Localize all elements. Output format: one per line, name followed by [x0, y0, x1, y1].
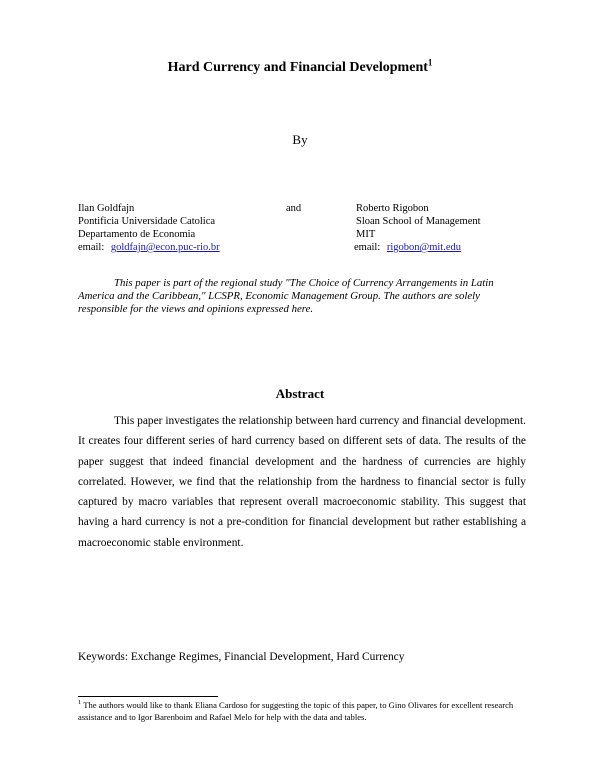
title-text: Hard Currency and Financial Development	[167, 60, 428, 75]
author-name-left: Ilan Goldfajn	[78, 203, 135, 214]
footnote-divider	[78, 696, 218, 697]
author-block-right	[356, 202, 481, 254]
author-name-right: Roberto Rigobon	[356, 203, 429, 214]
author-block-left	[78, 202, 220, 254]
abstract-body	[78, 411, 526, 553]
by-line: By	[292, 132, 308, 147]
regional-study-note	[78, 277, 524, 316]
email-label-right: email:	[354, 242, 381, 253]
keywords-line: Keywords: Exchange Regimes, Financial Development, Hard Currency	[78, 651, 405, 663]
footnote	[78, 700, 528, 723]
author-conjunction: and	[286, 203, 302, 214]
author-email-row-right	[354, 241, 481, 254]
paper-title	[0, 57, 600, 76]
abstract-text: This paper investigates the relationship between hard currency and financial development. It creates four different series of hard currency based on different sets of data. The results of the paper suggest that indeed financial development and the hardness of currencies are highly correlated. However, we find that the relationship from the hardness to financial sector is fully captured by macro variables that represent overall macroeconomic stability. This suggest that having a hard currency is not a pre-condition for financial development but rather establishing a macroeconomic stable environment.	[78, 415, 526, 549]
author-affiliation-right-1: Sloan School of Management	[356, 216, 481, 227]
title-footnote-mark: 1	[427, 57, 433, 68]
author-affiliation-right-2: MIT	[356, 229, 376, 240]
abstract-heading: Abstract	[275, 386, 325, 401]
footnote-text: The authors would like to thank Eliana Cardoso for suggesting the topic of this paper, to Gino Olivares for excellent research assistance and to Igor Barenboim and Rafael Melo for help with the data and tables.	[78, 700, 514, 722]
email-label-left: email:	[78, 242, 105, 253]
footnote-mark: 1	[78, 699, 82, 707]
email-link-right[interactable]: rigobon@mit.edu	[386, 242, 461, 253]
author-affiliation-left-2: Departamento de Economia	[78, 229, 196, 240]
author-affiliation-left-1: Pontificia Universidade Catolica	[78, 216, 216, 227]
email-link-left[interactable]: goldfajn@econ.puc-rio.br	[110, 242, 220, 253]
note-text: This paper is part of the regional study "The Choice of Currency Arrangements in Latin America and the Caribbean," LCSPR, Economic Management Group. The authors are solely responsible for the views and opinions expressed here.	[78, 277, 494, 315]
author-email-row-left	[78, 241, 220, 254]
